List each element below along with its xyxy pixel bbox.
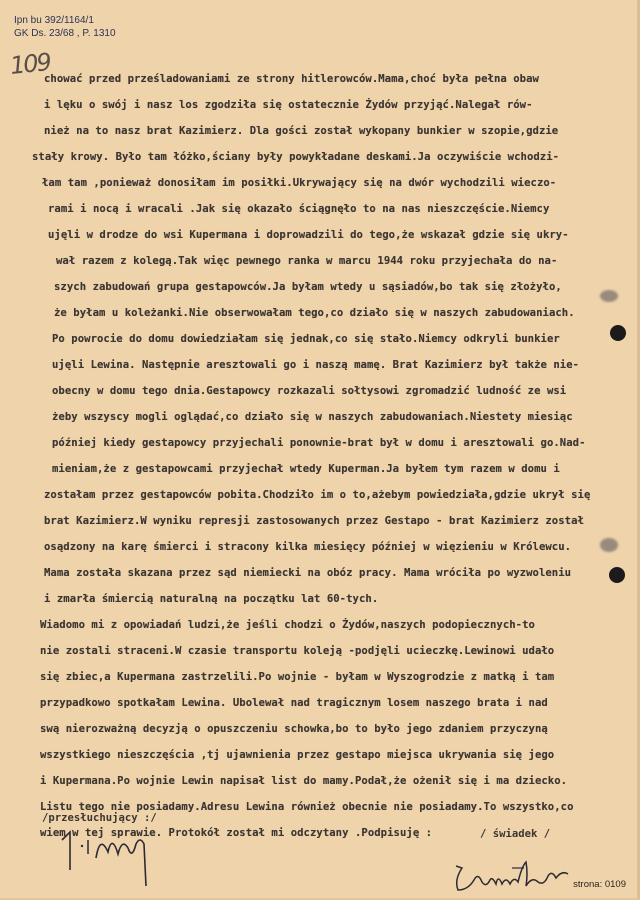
text-line: i zmarła śmiercią naturalną na początku lat 60-tych. <box>44 593 379 605</box>
archive-ref-line-2: GK Ds. 23/68 , P. 1310 <box>14 28 116 39</box>
text-line: ujęli Lewina. Następnie aresztowali go i naszą mamę. Brat Kazimierz był także nie- <box>52 359 580 371</box>
text-line: później kiedy gestapowcy przyjechali ponownie-brat był w domu i aresztowali go.Nad- <box>52 437 586 449</box>
witness-signature <box>452 860 582 896</box>
text-line: Mama została skazana przez sąd niemiecki na obóz pracy. Mama wróciła po wyzwoleniu <box>44 567 572 579</box>
text-line: Po powrocie do domu dowiedziałam się jednak,co się stało.Niemcy odkryli bunkier <box>52 333 560 345</box>
text-line: nież na to nasz brat Kazimierz. Dla gości został wykopany bunkier w szopie,gdzie <box>44 125 559 137</box>
text-line: wiem w tej sprawie. Protokół został mi odczytany .Podpisuję : <box>40 827 433 839</box>
punch-hole <box>609 567 625 583</box>
text-line: wszystkiego nieszczęścia ,tj ujawnienia przez gestapo miejsca ukrywania się jego <box>40 749 555 761</box>
testimony-body <box>32 66 640 846</box>
text-line: żeby wszyscy mogli oglądać,co działo się w naszych zabudowaniach.Niestety miesiąc <box>52 411 573 423</box>
text-line: mieniam,że z gestapowcami przyjechał wtedy Kuperman.Ja byłem tym razem w domu i <box>52 463 560 475</box>
interrogator-signature <box>56 826 176 886</box>
text-line: zostałam przez gestapowców pobita.Chodziło im o to,ażebym powiedziała,gdzie ukrył się <box>44 489 591 501</box>
text-line: stały krowy. Było tam łóżko,ściany były powykładane deskami.Ja oczywiście wchodzi- <box>32 151 560 163</box>
text-line: i lęku o swój i nasz los zgodziła się ostatecznie Żydów przyjąć.Nalegał rów- <box>44 99 533 111</box>
text-line: że byłam u koleżanki.Nie obserwowałam tego,co działo się w naszych zabudowaniach. <box>54 307 575 319</box>
witness-label: / świadek / <box>480 828 551 840</box>
text-line: szych zabudowań grupa gestapowców.Ja byłam wtedy u sąsiadów,bo tak się złożyło, <box>54 281 562 293</box>
text-line: ujęli w drodze do wsi Kupermana i doprowadzili do tego,że wskazał gdzie się ukry- <box>48 229 569 241</box>
text-line: przypadkowo spotkałam Lewina. Ubolewał nad tragicznym losem naszego brata i nad <box>40 697 548 709</box>
text-line: osądzony na karę śmierci i stracony kilka miesięcy później w więzieniu w Królewcu. <box>44 541 572 553</box>
text-line: chować przed prześladowaniami ze strony hitlerowców.Mama,choć była pełna obaw <box>44 73 539 85</box>
handwritten-page-number: 109 <box>8 47 52 81</box>
punch-hole <box>610 325 626 341</box>
text-line: Listu tego nie posiadamy.Adresu Lewina również obecnie nie posiadamy.To wszystko,co <box>40 801 574 813</box>
text-line: i Kupermana.Po wojnie Lewin napisał list do mamy.Podał,że ożenił się i ma dziecko. <box>40 775 568 787</box>
ink-smudge <box>600 290 618 302</box>
text-line: nie zostali straceni.W czasie transportu koleją -podjęli ucieczkę.Lewinowi udało <box>40 645 555 657</box>
text-line: brat Kazimierz.W wyniku represji zastosowanych przez Gestapo - brat Kazimierz został <box>44 515 584 527</box>
text-line: swą nierozważną decyzją o opuszczeniu schowka,bo to było jego zdaniem przyczyną <box>40 723 548 735</box>
text-line: obecny w domu tego dnia.Gestapowcy rozkazali sołtysowi zgromadzić ludność ze wsi <box>52 385 567 397</box>
page-footer: strona: 0109 <box>573 879 626 890</box>
text-line: rami i nocą i wracali .Jak się okazało ściągnęło to na nas nieszczęście.Niemcy <box>48 203 550 215</box>
text-line: się zbiec,a Kupermana zastrzelili.Po wojnie - byłam w Wyszogrodzie z matką i tam <box>40 671 555 683</box>
text-line: Wiadomo mi z opowiadań ludzi,że jeśli chodzi o Żydów,naszych podopiecznych-to <box>40 619 535 631</box>
ink-smudge <box>600 538 618 552</box>
interrogator-label: /przesłuchujący :/ <box>42 812 157 824</box>
text-line: łam tam ,ponieważ donosiłam im posiłki.Ukrywający się na dwór wychodzili wieczo- <box>42 177 557 189</box>
text-line: wał razem z kolegą.Tak więc pewnego ranka w marcu 1944 roku przyjechała do na- <box>56 255 558 267</box>
archive-ref-line-1: Ipn bu 392/1164/1 <box>14 15 94 26</box>
archive-reference <box>14 14 116 40</box>
